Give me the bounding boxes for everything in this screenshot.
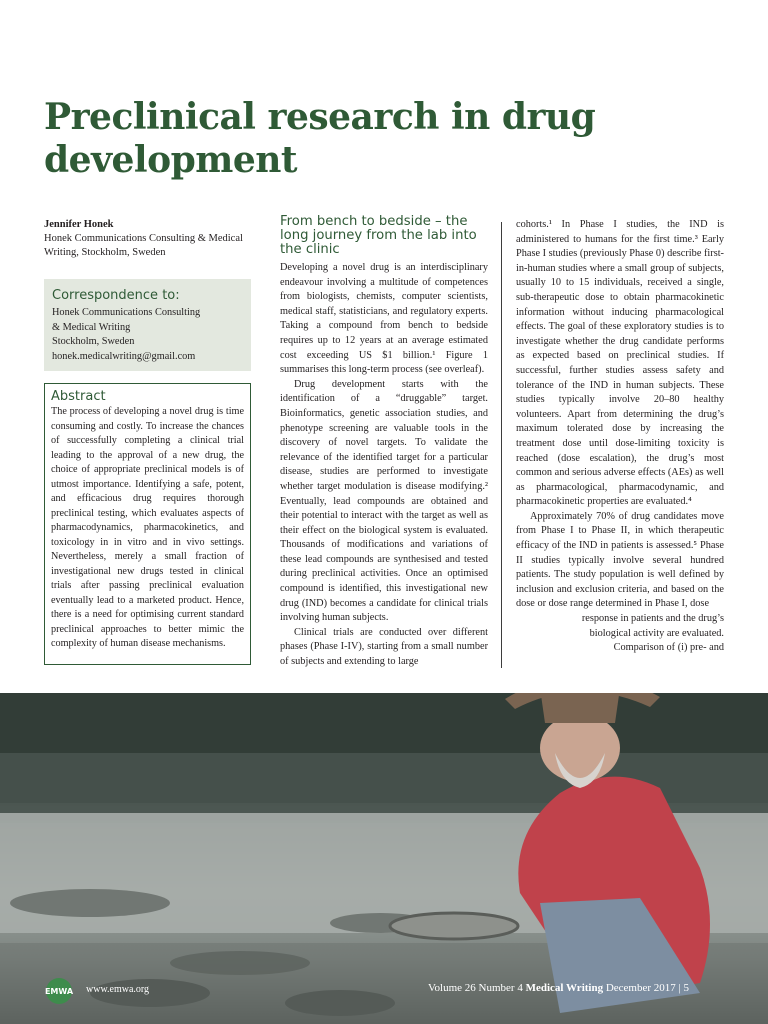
prospector-photo xyxy=(0,693,768,1024)
column-divider xyxy=(501,222,502,668)
paragraph: Developing a novel drug is an interdisciplinary endeavour involving a multitude of competences from biologists, chemists, computer scientists, medical staff, statisticians, and regulatory experts. Taking a compound from bench to bedside requires up to 12 years at an average estimated cost exceeding US $1 billion.¹ Figure 1 summarises this long-term process (see overleaf). xyxy=(280,262,488,376)
right-column-tail: response in patients and the drug’s biological activity are evaluated. Comparison of (i) pre- and xyxy=(581,613,724,654)
section-body xyxy=(280,261,488,670)
correspondence-line: & Medical Writing xyxy=(52,321,131,333)
abstract-box xyxy=(44,383,251,665)
footer-url[interactable]: www.emwa.org xyxy=(86,984,150,995)
footer-date: December 2017 xyxy=(605,982,676,994)
footer-separator: | xyxy=(678,982,681,994)
paragraph: Approximately 70% of drug candidates move from Phase I to Phase II, in which therapeutic efficacy of the IND in patients is assessed.⁵ Phase II studies typically involve several hundred patients. The study population is well defined by inclusion and exclusion criteria, and based on the dose or dose range determined in Phase I, dose xyxy=(516,510,724,610)
correspondence-line: Honek Communications Consulting xyxy=(52,307,201,318)
author-affiliation: Honek Communications Consulting & Medical Writing, Stockholm, Sweden xyxy=(44,233,243,258)
paragraph: Clinical trials are conducted over different phases (Phase I-IV), starting from a small number of subjects and extending to large xyxy=(280,626,488,668)
page-number: 5 xyxy=(683,982,689,994)
correspondence-email[interactable]: honek.medicalwriting@gmail.com xyxy=(52,350,196,362)
correspondence-heading: Correspondence to: xyxy=(52,288,180,303)
abstract-heading: Abstract xyxy=(51,389,106,404)
page-footer xyxy=(0,978,768,1000)
abstract-text: The process of developing a novel drug is time consuming and costly. To increase the chances of successfully completing a clinical trial leading to the approval of a new drug, the choice of appropriate preclinical models is of utmost importance. Identifying a safe, potent, and efficacious drug requires thorough preclinical testing, which evaluates aspects of pharmacodynamics, pharmacokinetics, and toxicology in in vitro and in vivo settings. Nevertheless, merely a small fraction of investigational new drugs tested in clinical trials after passing preclinical evaluation eventually lead to a marketed product. Hence, there is a need for optimising current standard preclinical approaches to better mimic the complexity of human disease mechanisms. xyxy=(51,406,244,649)
paragraph: Drug development starts with the identification of a “druggable” target. Bioinformatics, genetic association studies, and phenotype screening are valuable tools in the discovery of novel targets. To validate the relevance of the identified target for a particular disease, studies are performed to investigate whether target modulation is disease modifying.² Eventually, lead compounds are obtained and their potential to interact with the target as well as their effect on the biological system is evaluated. Thousands of modifications and variations of these lead compounds are synthesised and tested during preclinical activities. Once an optimised compound is identified, this investigational new drug (IND) becomes a candidate for clinical trials involving human subjects. xyxy=(280,378,488,624)
main-column xyxy=(280,215,488,670)
emwa-logo: EMWA xyxy=(46,978,72,1004)
author-name: Jennifer Honek xyxy=(44,219,114,230)
footer-volume: Volume 26 Number 4 xyxy=(428,982,523,994)
right-column-body xyxy=(516,218,724,612)
paragraph: cohorts.¹ In Phase I studies, the IND is administered to humans for the first time.³ Early Phase I studies (previously Phase 0) describe first-in-human studies where a small group of subjects, usually 10 to 15 individuals, received a single, sub-therapeutic dose to obtain pharmacokinetic information without inducing pharmacological effects. The goal of these exploratory studies is to investigate whether the drug candidate performs as expected based on preclinical studies. If successful, further studies assess safety and tolerance of the IND in human subjects. These studies typically involve 20–80 healthy volunteers. Apart from determining the drug’s maximum tolerated dose by increasing the treatment dose until dose-limiting toxicity is reached (dose escalation), the drug’s most common and serious adverse effects (AEs) as well as pharmacological, pharmacodynamic, and pharmacokinetic properties are evaluated.⁴ xyxy=(516,219,724,508)
section-heading: From bench to bedside – the long journey from the lab into the clinic xyxy=(280,214,477,257)
correspondence-line: Stockholm, Sweden xyxy=(52,336,135,347)
article-title: Preclinical research in drug development xyxy=(44,96,596,181)
footer-journal: Medical Writing xyxy=(525,982,604,994)
footer-issue-info xyxy=(428,982,689,994)
author-block xyxy=(44,218,251,260)
right-column xyxy=(516,218,724,612)
photo-illustration xyxy=(0,693,768,1024)
correspondence-box xyxy=(44,279,251,371)
